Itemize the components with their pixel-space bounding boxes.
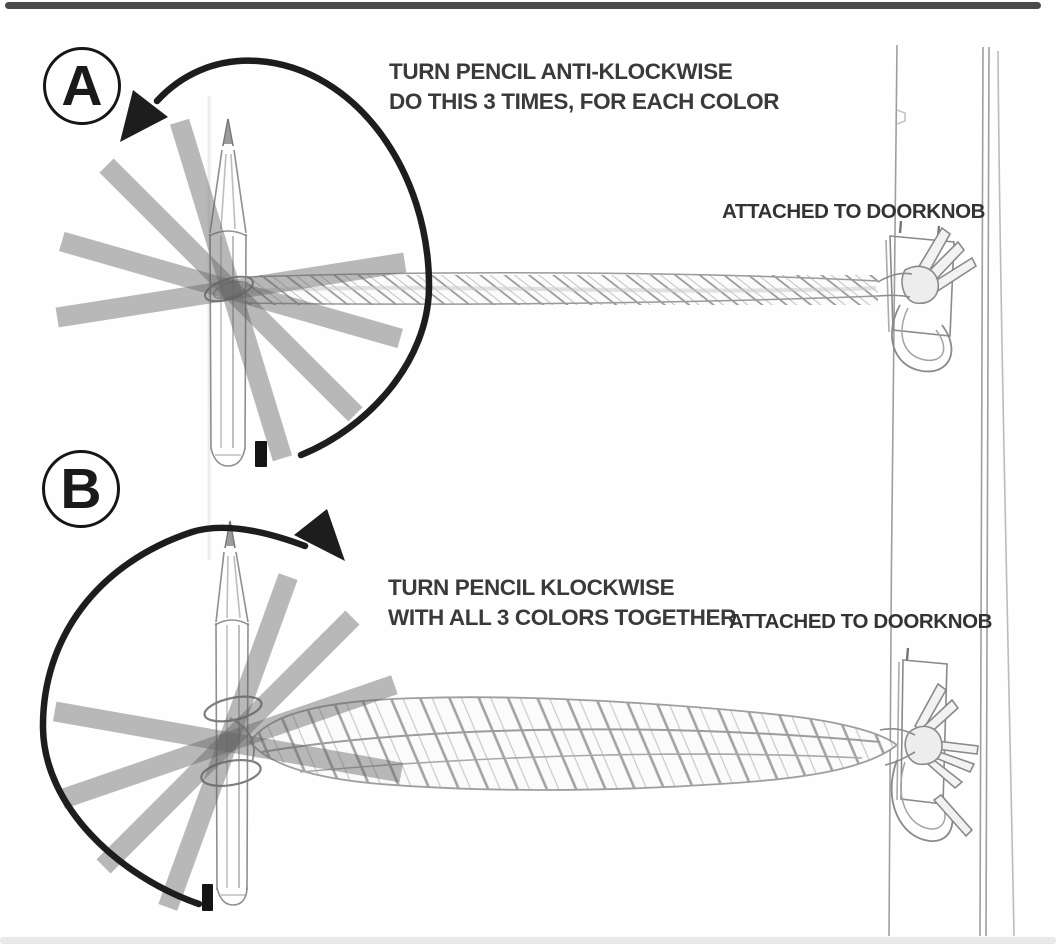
step-a-instruction-line1: TURN PENCIL ANTI-KLOCKWISE: [389, 59, 733, 84]
step-a-instruction-line2: DO THIS 3 TIMES, FOR EACH COLOR: [389, 88, 780, 114]
step-b-badge: [42, 450, 120, 528]
step-b-instruction-line2: WITH ALL 3 COLORS TOGETHER: [388, 604, 736, 630]
bottom-frame-bar: [0, 937, 1056, 944]
step-a-instructions: [389, 57, 779, 116]
step-b-letter: B: [60, 456, 102, 521]
attached-to-doorknob-label-b: ATTACHED TO DOORKNOB: [729, 610, 993, 633]
step-a-badge: [43, 47, 121, 125]
step-b-instruction-line1: TURN PENCIL KLOCKWISE: [388, 575, 675, 600]
top-frame-bar: [5, 2, 1041, 9]
step-b-instructions: [388, 573, 736, 632]
step-a-letter: A: [61, 53, 103, 118]
attached-to-doorknob-label-a: ATTACHED TO DOORKNOB: [722, 200, 986, 223]
